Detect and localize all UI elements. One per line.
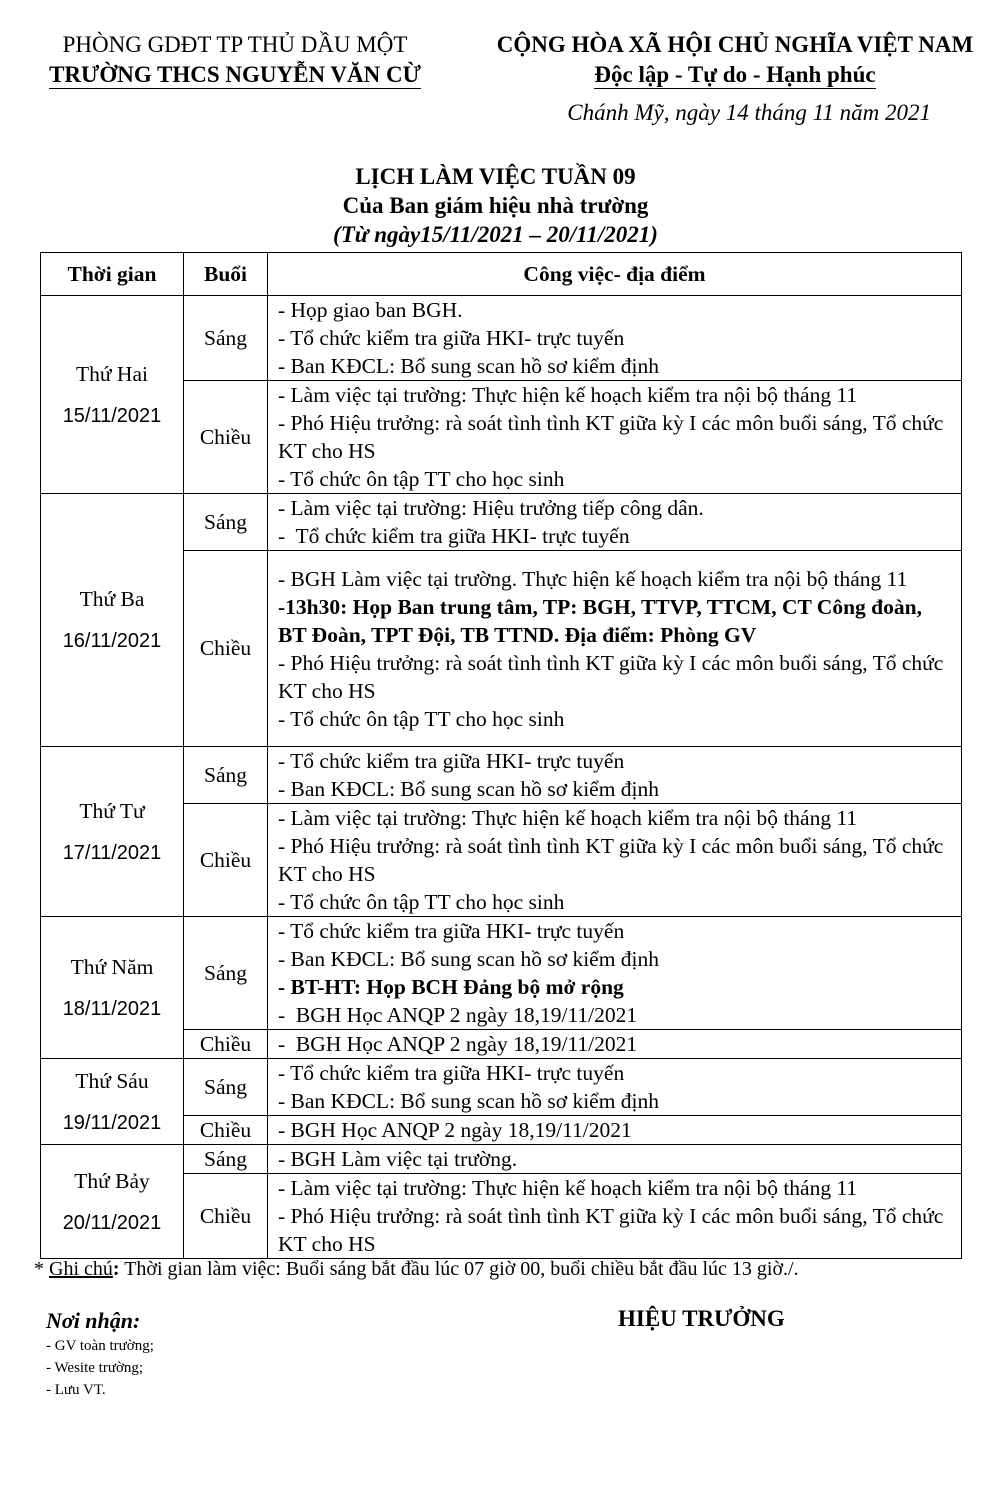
work-cell xyxy=(268,1059,962,1116)
school-name: TRƯỜNG THCS NGUYỄN VĂN CỪ xyxy=(49,62,421,87)
session-morning: Sáng xyxy=(184,917,268,1030)
work-item-highlight: -13h30: Họp Ban trung tâm, TP: BGH, TTVP, TTCM, CT Công đoàn, BT Đoàn, TPT Đội, TB TTND. Địa điểm: Phòng GV xyxy=(278,594,922,647)
work-item: - Làm việc tại trường: Thực hiện kế hoạch kiểm tra nội bộ tháng 11 xyxy=(278,383,858,407)
work-item: - Tổ chức kiểm tra giữa HKI- trực tuyến xyxy=(278,524,630,548)
note-label: Ghi chú xyxy=(49,1258,113,1280)
note-colon: : xyxy=(112,1258,120,1280)
session-morning: Sáng xyxy=(184,296,268,381)
session-morning: Sáng xyxy=(184,747,268,804)
work-item: - Phó Hiệu trưởng: rà soát tình tình KT giữa kỳ I các môn buổi sáng, Tổ chức KT cho HS xyxy=(278,650,944,703)
day-name: Thứ Hai xyxy=(76,361,148,386)
work-cell xyxy=(268,551,962,747)
session-morning: Sáng xyxy=(184,1059,268,1116)
recipient-item: - Lưu VT. xyxy=(46,1382,106,1398)
work-cell xyxy=(268,804,962,917)
session-afternoon: Chiều xyxy=(184,551,268,747)
header-work: Công việc- địa điểm xyxy=(268,253,962,296)
agency-header xyxy=(20,30,450,90)
work-cell xyxy=(268,1030,962,1059)
table-row xyxy=(41,747,962,804)
title-line-2: Của Ban giám hiệu nhà trường xyxy=(342,193,649,218)
day-date: 20/11/2021 xyxy=(62,1211,162,1234)
work-item: - BGH Học ANQP 2 ngày 18,19/11/2021 xyxy=(278,1003,638,1027)
work-cell xyxy=(268,1145,962,1174)
department-name: PHÒNG GDĐT TP THỦ DẦU MỘT xyxy=(62,32,408,57)
day-name: Thứ Năm xyxy=(70,954,154,979)
work-item: - Ban KĐCL: Bổ sung scan hồ sơ kiểm định xyxy=(278,354,660,378)
table-row xyxy=(41,917,962,1030)
day-date: 17/11/2021 xyxy=(62,841,162,864)
work-item: - Phó Hiệu trưởng: rà soát tình tình KT giữa kỳ I các môn buổi sáng, Tổ chức KT cho HS xyxy=(278,1204,944,1256)
day-date: 19/11/2021 xyxy=(62,1111,162,1134)
session-afternoon: Chiều xyxy=(184,1030,268,1059)
day-cell-thursday xyxy=(41,917,184,1059)
title-line-3: (Từ ngày15/11/2021 – 20/11/2021) xyxy=(333,222,658,247)
day-cell-tuesday xyxy=(41,494,184,747)
work-item: - Tổ chức ôn tập TT cho học sinh xyxy=(278,467,565,491)
work-item: - Tổ chức kiểm tra giữa HKI- trực tuyến xyxy=(278,749,625,773)
work-item: - BGH Làm việc tại trường. Thực hiện kế hoạch kiểm tra nội bộ tháng 11 xyxy=(278,566,908,591)
work-item: - Ban KĐCL: Bổ sung scan hồ sơ kiểm định xyxy=(278,1089,660,1113)
day-cell-saturday xyxy=(41,1145,184,1259)
work-item: - BGH Học ANQP 2 ngày 18,19/11/2021 xyxy=(278,1032,638,1056)
work-item: - Họp giao ban BGH. xyxy=(278,298,463,322)
session-afternoon: Chiều xyxy=(184,1174,268,1259)
national-title: CỘNG HÒA XÃ HỘI CHỦ NGHĨA VIỆT NAM xyxy=(496,32,974,57)
table-row xyxy=(41,1059,962,1116)
document-title xyxy=(0,162,991,249)
day-name: Thứ Ba xyxy=(79,587,145,611)
national-motto: Độc lập - Tự do - Hạnh phúc xyxy=(594,62,876,87)
recipients-title: Nơi nhận: xyxy=(46,1308,141,1333)
work-item: - Tổ chức kiểm tra giữa HKI- trực tuyến xyxy=(278,1061,625,1085)
day-cell-wednesday xyxy=(41,747,184,917)
work-cell xyxy=(268,1116,962,1145)
session-afternoon: Chiều xyxy=(184,804,268,917)
work-item: - Tổ chức kiểm tra giữa HKI- trực tuyến xyxy=(278,326,625,350)
session-afternoon: Chiều xyxy=(184,1116,268,1145)
day-name: Thứ Tư xyxy=(79,798,145,823)
note-star: * xyxy=(34,1258,49,1280)
work-cell xyxy=(268,1174,962,1259)
work-item: - Làm việc tại trường: Thực hiện kế hoạch kiểm tra nội bộ tháng 11 xyxy=(278,806,858,830)
work-item: - Làm việc tại trường: Hiệu trưởng tiếp công dân. xyxy=(278,496,704,520)
signature-title: HIỆU TRƯỞNG xyxy=(618,1306,785,1331)
work-item: - BGH Học ANQP 2 ngày 18,19/11/2021 xyxy=(278,1118,632,1142)
table-header-row xyxy=(41,253,962,296)
work-item: - Làm việc tại trường: Thực hiện kế hoạch kiểm tra nội bộ tháng 11 xyxy=(278,1176,858,1200)
table-row xyxy=(41,296,962,381)
date-line: Chánh Mỹ, ngày 14 tháng 11 năm 2021 xyxy=(567,100,931,125)
table-row xyxy=(41,494,962,551)
header-time: Thời gian xyxy=(41,253,184,296)
work-item-highlight: - BT-HT: Họp BCH Đảng bộ mở rộng xyxy=(278,975,624,999)
day-date: 15/11/2021 xyxy=(62,404,162,427)
work-cell xyxy=(268,381,962,494)
work-cell xyxy=(268,296,962,381)
day-name: Thứ Sáu xyxy=(75,1068,149,1093)
work-cell xyxy=(268,917,962,1030)
session-morning: Sáng xyxy=(184,494,268,551)
schedule-table xyxy=(40,252,962,1259)
recipient-item: - Wesite trường; xyxy=(46,1360,144,1376)
recipient-item: - GV toàn trường; xyxy=(46,1338,154,1354)
work-item: - Ban KĐCL: Bổ sung scan hồ sơ kiểm định xyxy=(278,777,660,801)
work-cell xyxy=(268,494,962,551)
day-name: Thứ Bảy xyxy=(74,1168,150,1193)
session-afternoon: Chiều xyxy=(184,381,268,494)
work-item: - Tổ chức ôn tập TT cho học sinh xyxy=(278,890,565,914)
work-item: - Phó Hiệu trưởng: rà soát tình tình KT giữa kỳ I các môn buổi sáng, Tổ chức KT cho HS xyxy=(278,834,944,886)
work-item: - Ban KĐCL: Bổ sung scan hồ sơ kiểm định xyxy=(278,947,660,971)
day-cell-monday xyxy=(41,296,184,494)
work-item: - Tổ chức ôn tập TT cho học sinh xyxy=(278,706,565,731)
day-cell-friday xyxy=(41,1059,184,1145)
note-text: Thời gian làm việc: Buổi sáng bắt đầu lúc 07 giờ 00, buổi chiều bắt đầu lúc 13 giờ./. xyxy=(119,1258,799,1280)
work-item: - Phó Hiệu trưởng: rà soát tình tình KT giữa kỳ I các môn buổi sáng, Tổ chức KT cho HS xyxy=(278,411,944,463)
day-date: 16/11/2021 xyxy=(62,630,162,652)
national-header xyxy=(470,30,991,90)
footnote xyxy=(34,1258,799,1281)
work-item: - Tổ chức kiểm tra giữa HKI- trực tuyến xyxy=(278,919,625,943)
work-item: - BGH Làm việc tại trường. xyxy=(278,1147,518,1171)
work-cell xyxy=(268,747,962,804)
session-morning: Sáng xyxy=(184,1145,268,1174)
header-session: Buổi xyxy=(184,253,268,296)
title-line-1: LỊCH LÀM VIỆC TUẦN 09 xyxy=(355,164,636,189)
day-date: 18/11/2021 xyxy=(62,997,162,1020)
table-row xyxy=(41,1145,962,1174)
